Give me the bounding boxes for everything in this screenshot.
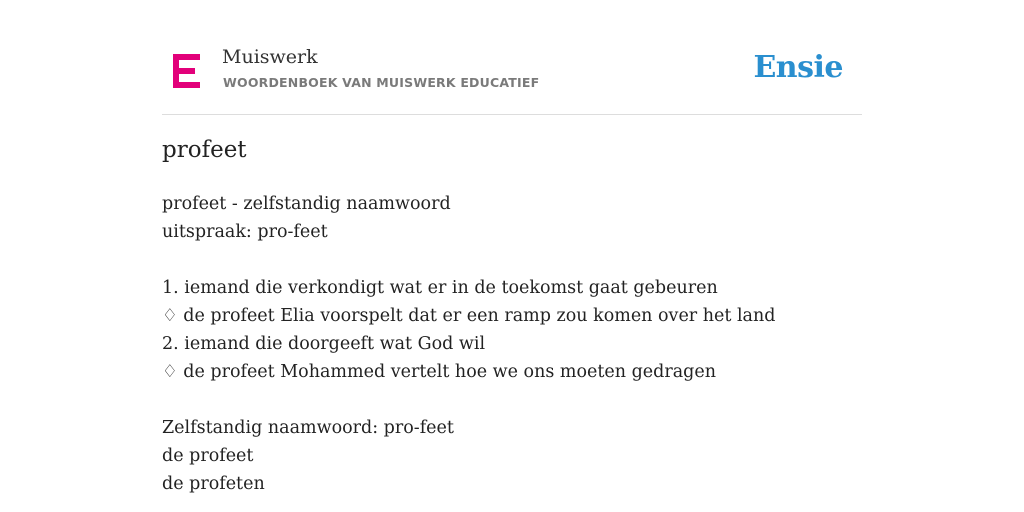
definition-line: 2. iemand die doorgeeft wat God wil [162, 334, 486, 354]
brand-subtitle: WOORDENBOEK VAN MUISWERK EDUCATIEF [223, 75, 540, 90]
definition-line: 1. iemand die verkondigt wat er in de toekomst gaat gebeuren [162, 278, 718, 298]
definition-spacer [162, 246, 862, 274]
definition-line: Zelfstandig naamwoord: pro-feet [162, 418, 454, 438]
entry-definition [162, 190, 862, 498]
definition-line: profeet - zelfstandig naamwoord [162, 194, 451, 214]
muiswerk-logo-icon[interactable] [173, 54, 200, 88]
logo-bar-bottom [173, 82, 200, 88]
definition-spacer [162, 386, 862, 414]
example-line: ♢ de profeet Mohammed vertelt hoe we ons moeten gedragen [162, 362, 716, 382]
brand-name[interactable]: Muiswerk [222, 46, 318, 68]
definition-line: uitspraak: pro-feet [162, 222, 328, 242]
entry-title: profeet [162, 137, 247, 163]
site-header [162, 0, 862, 115]
definition-line: de profeet [162, 446, 254, 466]
definition-line: de profeten [162, 474, 265, 494]
ensie-logo-link[interactable]: Ensie [753, 50, 843, 85]
example-line: ♢ de profeet Elia voorspelt dat er een ramp zou komen over het land [162, 306, 776, 326]
logo-bar-middle [173, 68, 195, 74]
